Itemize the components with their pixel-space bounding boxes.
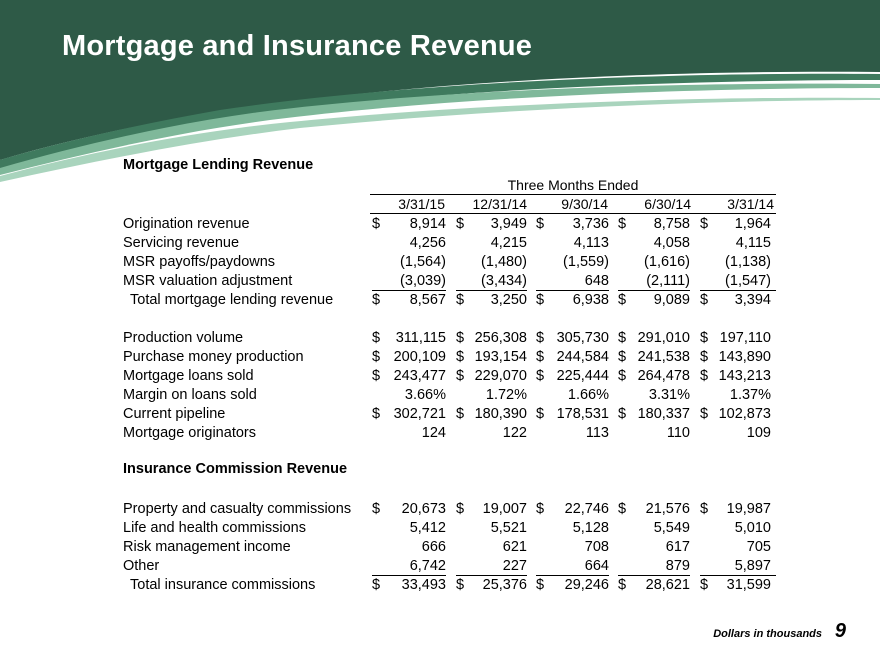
- table-cell: (1,480): [481, 254, 527, 270]
- currency-symbol: $: [372, 292, 381, 308]
- table-row: [0, 368, 880, 387]
- currency-symbol: $: [456, 349, 465, 365]
- currency-symbol: $: [536, 292, 545, 308]
- currency-symbol: $: [618, 368, 627, 384]
- table-cell: 20,673: [401, 501, 446, 517]
- column-header: 3/31/14: [727, 196, 774, 212]
- table-row: [0, 254, 880, 273]
- currency-symbol: $: [456, 292, 465, 308]
- table-cell: 664: [584, 558, 609, 574]
- total-rule: [700, 575, 776, 576]
- currency-symbol: $: [618, 406, 627, 422]
- currency-symbol: $: [372, 349, 381, 365]
- table-cell: 5,521: [490, 520, 527, 536]
- row-label: Other: [123, 558, 160, 574]
- currency-symbol: $: [700, 292, 709, 308]
- row-label: Purchase money production: [123, 349, 304, 365]
- table-cell: 4,115: [735, 235, 771, 251]
- table-cell: 3,736: [572, 216, 609, 232]
- table-cell: 617: [665, 539, 690, 555]
- table-row: [0, 235, 880, 254]
- total-rule: [456, 575, 527, 576]
- currency-symbol: $: [618, 577, 627, 593]
- table-cell: 243,477: [393, 368, 446, 384]
- total-rule: [536, 575, 609, 576]
- table-cell: 291,010: [637, 330, 690, 346]
- currency-symbol: $: [456, 216, 465, 232]
- table-cell: (1,564): [400, 254, 446, 270]
- currency-symbol: $: [536, 406, 545, 422]
- table-cell: 302,721: [393, 406, 446, 422]
- currency-symbol: $: [372, 577, 381, 593]
- table-cell: 22,746: [564, 501, 609, 517]
- total-rule: [372, 575, 446, 576]
- table-row: [0, 349, 880, 368]
- row-label: Total insurance commissions: [130, 577, 316, 593]
- table-cell: 109: [746, 425, 771, 441]
- currency-symbol: $: [536, 368, 545, 384]
- table-cell: 5,897: [734, 558, 771, 574]
- table-row: [0, 216, 880, 235]
- table-cell: 227: [502, 558, 527, 574]
- table-cell: 666: [421, 539, 446, 555]
- table-row: [0, 425, 880, 444]
- currency-symbol: $: [618, 216, 627, 232]
- currency-symbol: $: [536, 330, 545, 346]
- row-label: Total mortgage lending revenue: [130, 292, 334, 308]
- table-cell: 3.66%: [404, 387, 446, 403]
- mortgage-section-heading: Mortgage Lending Revenue: [123, 157, 314, 173]
- table-row: [0, 539, 880, 558]
- table-cell: 180,337: [637, 406, 690, 422]
- currency-symbol: $: [700, 216, 709, 232]
- table-row: [0, 406, 880, 425]
- table-cell: 33,493: [401, 577, 446, 593]
- row-label: Mortgage loans sold: [123, 368, 254, 384]
- table-cell: 4,215: [490, 235, 527, 251]
- row-label: Servicing revenue: [123, 235, 240, 251]
- table-cell: 3,250: [490, 292, 527, 308]
- table-cell: 197,110: [719, 330, 771, 346]
- currency-symbol: $: [372, 501, 381, 517]
- table-cell: 621: [502, 539, 527, 555]
- column-headers: [370, 194, 776, 214]
- table-cell: 29,246: [564, 577, 609, 593]
- row-label: MSR payoffs/paydowns: [123, 254, 276, 270]
- table-cell: 1.72%: [485, 387, 527, 403]
- table-cell: 113: [585, 425, 609, 441]
- total-rule: [372, 290, 446, 291]
- currency-symbol: $: [700, 368, 709, 384]
- table-cell: 19,987: [726, 501, 771, 517]
- table-cell: 1.37%: [729, 387, 771, 403]
- currency-symbol: $: [536, 349, 545, 365]
- currency-symbol: $: [618, 292, 627, 308]
- table-cell: 8,567: [409, 292, 446, 308]
- row-label: Origination revenue: [123, 216, 250, 232]
- row-label: Property and casualty commissions: [123, 501, 352, 517]
- table-cell: 4,058: [653, 235, 690, 251]
- currency-symbol: $: [536, 216, 545, 232]
- table-cell: 110: [666, 425, 690, 441]
- column-header: 3/31/15: [398, 196, 445, 212]
- table-cell: 19,007: [482, 501, 527, 517]
- table-cell: 1,964: [734, 216, 771, 232]
- table-cell: 648: [584, 273, 609, 289]
- table-cell: 311,115: [395, 330, 446, 346]
- table-cell: 143,213: [718, 368, 771, 384]
- table-cell: 244,584: [556, 349, 609, 365]
- table-cell: 21,576: [645, 501, 690, 517]
- currency-symbol: $: [372, 368, 381, 384]
- currency-symbol: $: [700, 577, 709, 593]
- page-title: Mortgage and Insurance Revenue: [62, 30, 533, 62]
- currency-symbol: $: [536, 577, 545, 593]
- table-cell: (1,616): [644, 254, 690, 270]
- table-cell: 1.66%: [567, 387, 609, 403]
- total-rule: [618, 290, 690, 291]
- table-cell: 305,730: [556, 330, 609, 346]
- table-cell: 3,394: [734, 292, 771, 308]
- row-label: Life and health commissions: [123, 520, 306, 536]
- table-row: [0, 292, 880, 311]
- table-row: [0, 520, 880, 539]
- table-cell: 6,938: [572, 292, 609, 308]
- row-label: Current pipeline: [123, 406, 226, 422]
- table-cell: 264,478: [637, 368, 690, 384]
- table-cell: 4,113: [573, 235, 609, 251]
- currency-symbol: $: [536, 501, 545, 517]
- table-cell: 256,308: [474, 330, 527, 346]
- table-row: [0, 501, 880, 520]
- period-header: Three Months Ended: [507, 177, 639, 193]
- row-label: Mortgage originators: [123, 425, 256, 441]
- currency-symbol: $: [700, 330, 709, 346]
- table-cell: 241,538: [637, 349, 690, 365]
- table-cell: 9,089: [653, 292, 690, 308]
- table-cell: 102,873: [718, 406, 771, 422]
- table-cell: 5,412: [409, 520, 446, 536]
- table-cell: 5,010: [734, 520, 771, 536]
- total-rule: [700, 290, 776, 291]
- page-number: 9: [834, 620, 846, 642]
- table-cell: 200,109: [393, 349, 446, 365]
- table-cell: (2,111): [646, 273, 690, 289]
- table-cell: 225,444: [556, 368, 609, 384]
- table-row: [0, 577, 880, 596]
- total-rule: [456, 290, 527, 291]
- table-cell: 5,128: [572, 520, 609, 536]
- insurance-section-heading: Insurance Commission Revenue: [123, 461, 348, 477]
- table-cell: 180,390: [474, 406, 527, 422]
- table-cell: 8,758: [653, 216, 690, 232]
- row-label: Production volume: [123, 330, 244, 346]
- currency-symbol: $: [456, 330, 465, 346]
- table-row: [0, 387, 880, 406]
- table-cell: 122: [502, 425, 527, 441]
- total-rule: [618, 575, 690, 576]
- table-cell: 5,549: [653, 520, 690, 536]
- table-cell: 193,154: [474, 349, 527, 365]
- table-cell: 229,070: [474, 368, 527, 384]
- table-cell: 3,949: [490, 216, 527, 232]
- currency-symbol: $: [372, 216, 381, 232]
- currency-symbol: $: [618, 330, 627, 346]
- table-cell: 143,890: [718, 349, 771, 365]
- table-cell: 25,376: [482, 577, 527, 593]
- table-cell: (1,559): [563, 254, 609, 270]
- currency-symbol: $: [372, 406, 381, 422]
- currency-symbol: $: [456, 406, 465, 422]
- table-cell: 28,621: [645, 577, 690, 593]
- currency-symbol: $: [618, 501, 627, 517]
- column-header: 6/30/14: [644, 196, 691, 212]
- table-cell: 708: [584, 539, 609, 555]
- table-cell: (3,039): [400, 273, 446, 289]
- table-cell: 4,256: [409, 235, 446, 251]
- table-cell: 6,742: [409, 558, 446, 574]
- currency-symbol: $: [456, 577, 465, 593]
- table-cell: 178,531: [556, 406, 609, 422]
- row-label: Margin on loans sold: [123, 387, 257, 403]
- total-rule: [536, 290, 609, 291]
- column-header: 12/31/14: [472, 196, 527, 212]
- row-label: MSR valuation adjustment: [123, 273, 293, 289]
- table-cell: 705: [746, 539, 771, 555]
- table-cell: 8,914: [409, 216, 446, 232]
- table-cell: (1,138): [725, 254, 771, 270]
- currency-symbol: $: [372, 330, 381, 346]
- column-header: 9/30/14: [561, 196, 608, 212]
- currency-symbol: $: [700, 349, 709, 365]
- currency-symbol: $: [700, 406, 709, 422]
- table-row: [0, 330, 880, 349]
- table-cell: 3.31%: [648, 387, 690, 403]
- footer-note: Dollars in thousands: [713, 628, 822, 640]
- row-label: Risk management income: [123, 539, 291, 555]
- table-cell: 124: [421, 425, 446, 441]
- table-cell: (3,434): [481, 273, 527, 289]
- table-cell: 879: [665, 558, 690, 574]
- currency-symbol: $: [456, 501, 465, 517]
- table-cell: 31,599: [726, 577, 771, 593]
- currency-symbol: $: [618, 349, 627, 365]
- table-cell: (1,547): [725, 273, 771, 289]
- currency-symbol: $: [456, 368, 465, 384]
- currency-symbol: $: [700, 501, 709, 517]
